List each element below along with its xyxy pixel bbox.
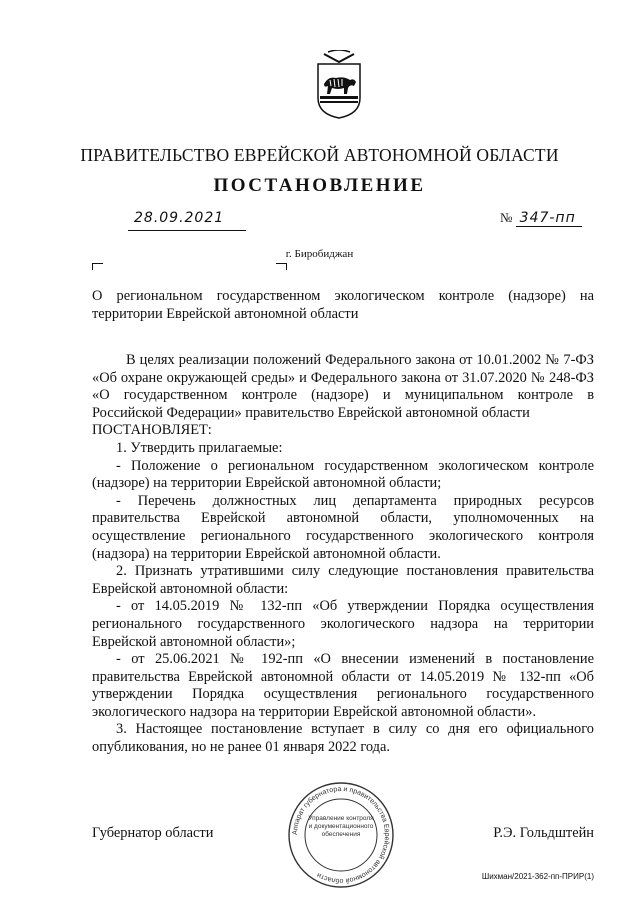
number-sign: № <box>500 210 513 225</box>
government-name: ПРАВИТЕЛЬСТВО ЕВРЕЙСКОЙ АВТОНОМНОЙ ОБЛАСТИ <box>80 145 559 165</box>
stamp-ring-text: Аппарат губернатора и правительства Еврейской автономной области <box>291 785 391 885</box>
document-number-field <box>500 210 582 227</box>
resolves-heading: ПОСТАНОВЛЯЕТ: <box>92 422 212 439</box>
signatory-position: Губернатор области <box>92 825 214 841</box>
signatory-name: Р.Э. Гольдштейн <box>493 825 594 841</box>
document-type-title: ПОСТАНОВЛЕНИЕ <box>213 175 426 196</box>
document-subject: О региональном государственном экологическом контроле (надзоре) на территории Еврейской автономной области <box>92 288 594 322</box>
official-stamp <box>286 780 396 890</box>
item-2-bullet-2: - от 25.06.2021 № 192-пп «О внесении изменений в постановление правительства Еврейской автономной области от 14.05.2019 № 132-пп «Об утверждении Порядка осуществления регионального государственного экологического надзора на территории Еврейской автономной области». <box>92 651 594 720</box>
item-1-bullet-2: - Перечень должностных лиц департамента природных ресурсов правительства Еврейской автономной области, уполномоченных на осуществление регионального государственного экологического контроля (надзора) на территории Еврейской автономной области. <box>92 492 594 562</box>
corner-mark-right <box>276 263 287 270</box>
footer-code: Шихман/2021-362-пп-ПРИР(1) <box>481 872 594 881</box>
item-2-bullet-1: - от 14.05.2019 № 132-пп «Об утверждении Порядка осуществления регионального государственного экологического надзора на территории Еврейской автономной области»; <box>92 598 594 650</box>
handwritten-date: 28.09.2021 <box>134 210 225 226</box>
handwritten-number: 347-пп <box>516 210 582 227</box>
item-1-bullet-1: - Положение о региональном государственном экологическом контроле (надзоре) на территории Еврейской автономной области; <box>92 457 594 492</box>
item-2-paragraph: 2. Признать утратившими силу следующие постановления правительства Еврейской автономной области: <box>92 563 594 597</box>
document-body <box>92 352 594 757</box>
city-label: г. Биробиджан <box>285 248 354 260</box>
item-3-paragraph: 3. Настоящее постановление вступает в силу со дня его официального опубликования, но не ранее 01 января 2022 года. <box>92 721 594 756</box>
stamp-center-text: Управление контроля и документационного обеспечения <box>308 815 374 838</box>
coat-of-arms-tiger-icon <box>316 50 362 120</box>
date-field <box>128 210 246 231</box>
preamble-paragraph: В целях реализации положений Федерального закона от 10.01.2002 № 7-ФЗ «Об охране окружающей среды» и Федерального закона от 31.07.2020 № 248-ФЗ «О государственном контроле (надзоре) и муниципальном контроле в Российской Федерации» правительство Еврейской автономной области <box>92 352 594 421</box>
corner-mark-left <box>92 263 103 270</box>
item-1-paragraph: 1. Утвердить прилагаемые: <box>116 439 283 456</box>
